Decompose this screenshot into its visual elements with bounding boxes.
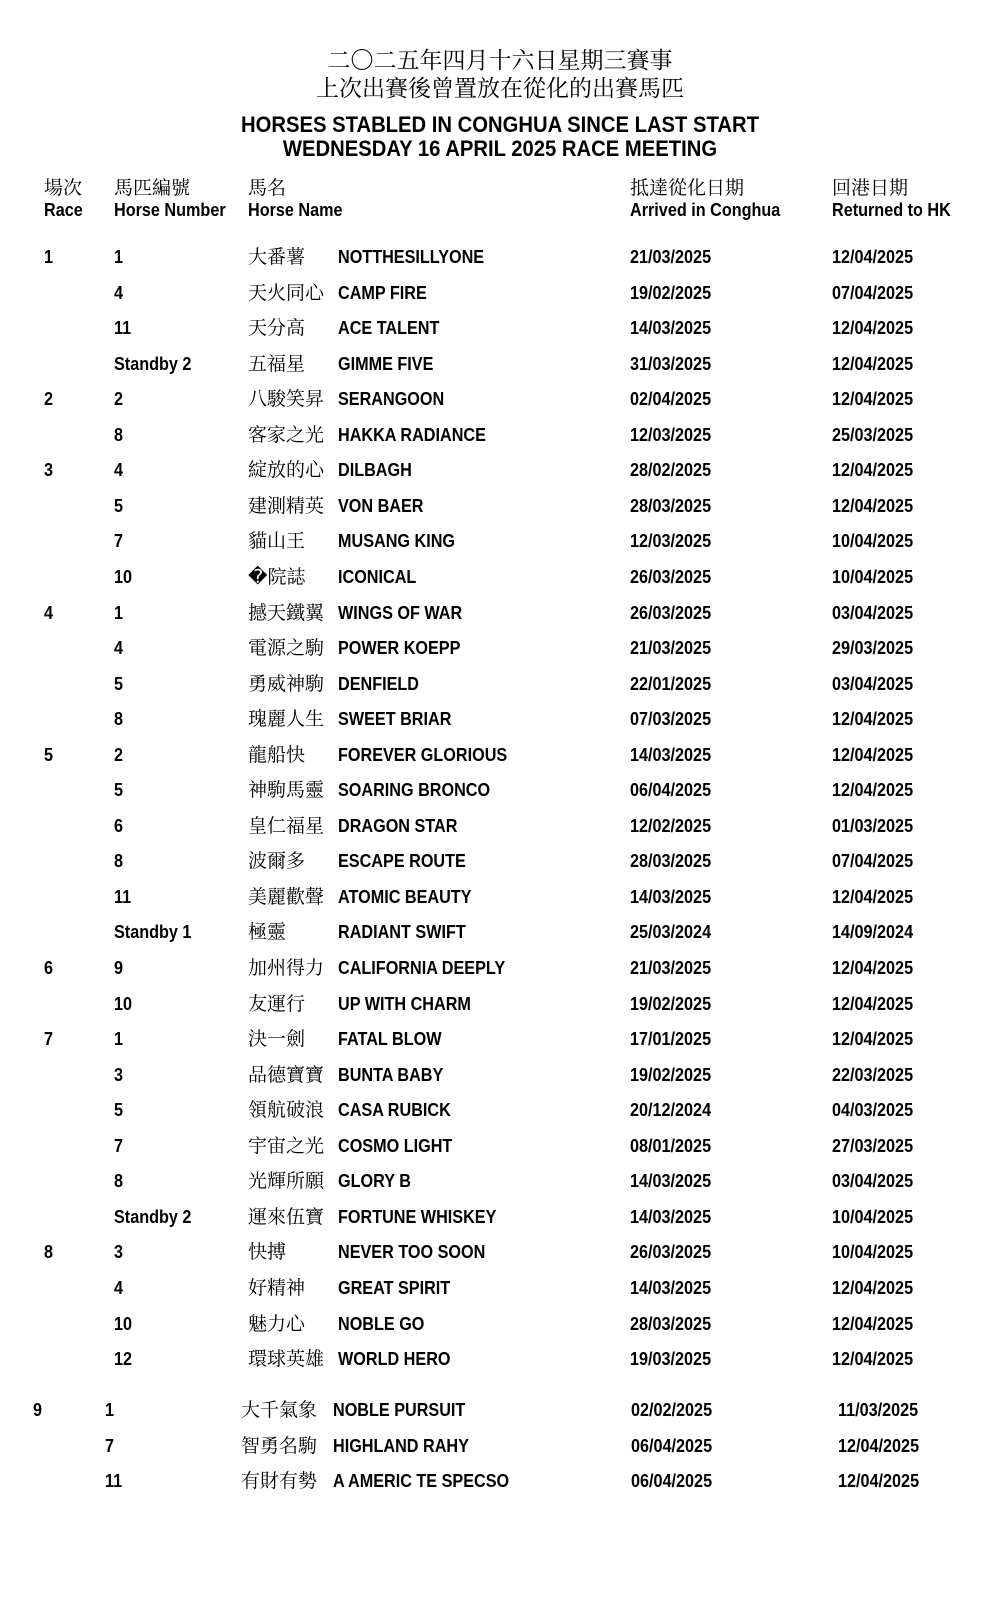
horse-name-en-cell: DENFIELD (338, 673, 419, 694)
race-cell: 3 (44, 460, 54, 481)
title-zh-line1: 二〇二五年四月十六日星期三賽事 (327, 48, 673, 74)
horse-name-zh-cell: 電源之駒 (248, 637, 325, 660)
header-race-zh: 場次 (44, 177, 83, 199)
horse-number-cell: 2 (114, 744, 124, 765)
horse-name-zh-cell: 加州得力 (248, 957, 325, 979)
returned-date-cell: 29/03/2025 (832, 638, 914, 659)
horse-number-cell: 5 (114, 780, 124, 801)
horse-name-zh-cell: �院誌 (248, 565, 306, 588)
horse-name-zh-cell: 領航破浪 (248, 1099, 325, 1122)
horse-name-en-cell: BUNTA BABY (338, 1064, 444, 1085)
returned-date-cell: 12/04/2025 (832, 744, 914, 765)
horse-number-cell: 5 (114, 495, 124, 516)
horse-name-en-cell: NOBLE GO (338, 1313, 425, 1334)
horse-name-en-cell: GREAT SPIRIT (338, 1277, 451, 1298)
horse-name-en-cell: CAMP FIRE (338, 282, 427, 303)
horse-name-en-cell: NEVER TOO SOON (338, 1242, 486, 1263)
horse-name-zh-cell: 龍船快 (248, 743, 306, 766)
returned-date-cell: 12/04/2025 (832, 318, 914, 339)
arrived-date-cell: 07/03/2025 (630, 709, 712, 730)
arrived-date-cell: 19/03/2025 (630, 1349, 712, 1370)
horse-name-zh-cell: 運來伍寶 (248, 1205, 325, 1228)
horse-number-cell: 1 (114, 247, 124, 267)
arrived-date-cell: 19/02/2025 (630, 1064, 712, 1085)
title-en-line1: HORSES STABLED IN CONGHUA SINCE LAST START (240, 112, 760, 137)
horse-number-cell: 8 (114, 709, 124, 730)
horse-name-en-cell: GLORY B (338, 1171, 411, 1192)
horse-number-cell: 4 (114, 282, 124, 303)
arrived-date-cell: 14/03/2025 (630, 318, 712, 339)
race-cell: 1 (44, 247, 54, 267)
horse-name-en-cell: ACE TALENT (338, 318, 440, 339)
horse-name-en-cell: WINGS OF WAR (338, 602, 463, 623)
horse-name-en-cell: ESCAPE ROUTE (338, 851, 466, 872)
horse-name-zh-cell: 魅力心 (248, 1312, 306, 1335)
returned-date-cell: 12/04/2025 (832, 958, 914, 978)
header-horse-name-en: Horse Name (248, 200, 343, 220)
arrived-date-cell: 19/02/2025 (630, 282, 712, 303)
horse-name-en-cell: FATAL BLOW (338, 1029, 442, 1050)
header-arrived (630, 177, 797, 221)
arrived-date-cell: 14/03/2025 (630, 1206, 712, 1227)
returned-date-cell: 12/04/2025 (832, 1277, 914, 1298)
returned-date-cell: 12/04/2025 (838, 1435, 920, 1456)
arrived-date-cell: 12/03/2025 (630, 424, 712, 445)
horse-name-en-cell: SERANGOON (338, 389, 445, 410)
horse-name-zh-cell: 光輝所願 (248, 1170, 325, 1193)
horse-number-cell: 1 (105, 1400, 115, 1420)
horse-number-cell: 9 (114, 958, 124, 978)
horse-number-cell: 10 (114, 1313, 133, 1334)
horse-name-zh-cell: 智勇名駒 (241, 1434, 318, 1457)
horse-number-cell: 1 (114, 1029, 124, 1050)
arrived-date-cell: 14/03/2025 (630, 1277, 712, 1298)
arrived-date-cell: 12/03/2025 (630, 531, 712, 552)
title-zh-line2: 上次出賽後曾置放在從化的出賽馬匹 (316, 76, 684, 102)
returned-date-cell: 01/03/2025 (832, 815, 914, 836)
horse-number-cell: 2 (114, 389, 124, 410)
returned-date-cell: 07/04/2025 (832, 282, 914, 303)
arrived-date-cell: 28/02/2025 (630, 460, 712, 481)
horse-number-cell: 5 (114, 1100, 124, 1121)
returned-date-cell: 27/03/2025 (832, 1135, 914, 1156)
horse-name-zh-cell: 瑰麗人生 (248, 708, 325, 731)
horse-number-cell: 11 (114, 318, 132, 339)
horse-name-en-cell: A AMERIC TE SPECSO (333, 1471, 510, 1491)
arrived-date-cell: 26/03/2025 (630, 602, 712, 623)
header-horse-number-zh: 馬匹編號 (114, 177, 191, 199)
horse-name-zh-cell: 大千氣象 (241, 1399, 318, 1421)
horse-name-zh-cell: 宇宙之光 (248, 1134, 325, 1157)
horse-number-cell: 7 (105, 1435, 115, 1456)
returned-date-cell: 12/04/2025 (832, 886, 914, 907)
race-cell: 6 (44, 958, 54, 978)
arrived-date-cell: 20/12/2024 (630, 1100, 712, 1121)
horse-number-cell: 5 (114, 673, 124, 694)
arrived-date-cell: 28/03/2025 (630, 495, 712, 516)
race-cell: 9 (33, 1400, 43, 1420)
horse-name-en-cell: UP WITH CHARM (338, 993, 471, 1014)
horse-number-cell: 1 (114, 602, 124, 623)
returned-date-cell: 12/04/2025 (832, 389, 914, 410)
horse-name-en-cell: ICONICAL (338, 566, 417, 587)
horse-name-en-cell: SOARING BRONCO (338, 780, 491, 801)
returned-date-cell: 14/09/2024 (832, 922, 914, 943)
returned-date-cell: 22/03/2025 (832, 1064, 914, 1085)
arrived-date-cell: 14/03/2025 (630, 886, 712, 907)
horse-name-en-cell: CASA RUBICK (338, 1100, 451, 1121)
header-race (44, 177, 87, 221)
horse-number-cell: 12 (114, 1349, 133, 1370)
horse-name-en-cell: WORLD HERO (338, 1349, 451, 1370)
returned-date-cell: 12/04/2025 (832, 780, 914, 801)
horse-number-cell: 11 (114, 886, 132, 907)
horse-name-en-cell: HAKKA RADIANCE (338, 424, 486, 445)
race-cell: 5 (44, 744, 54, 765)
returned-date-cell: 12/04/2025 (832, 460, 914, 481)
horse-name-zh-cell: 天火同心 (248, 281, 325, 304)
horse-name-zh-cell: 極靈 (248, 921, 287, 944)
horse-number-cell: 7 (114, 531, 124, 552)
header-horse-name (248, 177, 353, 221)
horse-name-en-cell: VON BAER (338, 495, 424, 516)
returned-date-cell: 12/04/2025 (838, 1471, 920, 1491)
returned-date-cell: 12/04/2025 (832, 353, 914, 374)
horse-number-cell: 11 (105, 1471, 123, 1491)
returned-date-cell: 03/04/2025 (832, 1171, 914, 1192)
horse-name-zh-cell: 撼天鐵翼 (248, 601, 325, 624)
arrived-date-cell: 06/04/2025 (631, 1435, 713, 1456)
horse-number-cell: 3 (114, 1064, 124, 1085)
arrived-date-cell: 14/03/2025 (630, 1171, 712, 1192)
returned-date-cell: 12/04/2025 (832, 1349, 914, 1370)
arrived-date-cell: 22/01/2025 (630, 673, 712, 694)
arrived-date-cell: 21/03/2025 (630, 958, 712, 978)
horse-name-zh-cell: 勇威神駒 (248, 672, 325, 695)
horse-name-zh-cell: 決一劍 (248, 1028, 306, 1051)
returned-date-cell: 03/04/2025 (832, 673, 914, 694)
horse-number-cell: 6 (114, 815, 124, 836)
returned-date-cell: 03/04/2025 (832, 602, 914, 623)
horse-number-cell: 8 (114, 851, 124, 872)
returned-date-cell: 04/03/2025 (832, 1100, 914, 1121)
arrived-date-cell: 12/02/2025 (630, 815, 712, 836)
horse-name-zh-cell: 八駿笑昇 (248, 388, 325, 411)
race-cell: 7 (44, 1029, 54, 1050)
returned-date-cell: 12/04/2025 (832, 1313, 914, 1334)
returned-date-cell: 12/04/2025 (832, 495, 914, 516)
horse-name-zh-cell: 貓山王 (248, 530, 306, 553)
horse-name-zh-cell: 天分高 (248, 317, 306, 340)
arrived-date-cell: 31/03/2025 (630, 353, 712, 374)
arrived-date-cell: 02/02/2025 (631, 1400, 713, 1420)
header-arrived-zh: 抵達從化日期 (630, 177, 745, 199)
horse-name-en-cell: NOTTHESILLYONE (338, 247, 485, 267)
horse-name-zh-cell: 有財有勢 (241, 1470, 318, 1492)
returned-date-cell: 10/04/2025 (832, 1206, 914, 1227)
arrived-date-cell: 06/04/2025 (631, 1471, 713, 1491)
horse-name-zh-cell: 好精神 (248, 1276, 306, 1299)
header-returned-en: Returned to HK (832, 200, 951, 220)
horse-name-zh-cell: 快搏 (248, 1241, 287, 1264)
arrived-date-cell: 25/03/2024 (630, 922, 712, 943)
arrived-date-cell: 02/04/2025 (630, 389, 712, 410)
horse-name-en-cell: MUSANG KING (338, 531, 455, 552)
horse-name-en-cell: NOBLE PURSUIT (333, 1400, 466, 1420)
horse-number-cell: 4 (114, 460, 124, 481)
horse-name-en-cell: COSMO LIGHT (338, 1135, 453, 1156)
header-arrived-en: Arrived in Conghua (630, 200, 781, 220)
horse-number-cell: 8 (114, 424, 124, 445)
header-horse-name-zh: 馬名 (248, 177, 287, 199)
returned-date-cell: 10/04/2025 (832, 566, 914, 587)
arrived-date-cell: 28/03/2025 (630, 1313, 712, 1334)
returned-date-cell: 12/04/2025 (832, 1029, 914, 1050)
returned-date-cell: 25/03/2025 (832, 424, 914, 445)
header-horse-number-en: Horse Number (114, 200, 226, 220)
horse-name-en-cell: FORTUNE WHISKEY (338, 1206, 497, 1227)
horse-name-en-cell: RADIANT SWIFT (338, 922, 466, 943)
header-horse-number (114, 177, 238, 221)
horse-name-zh-cell: 美麗歡聲 (248, 885, 325, 908)
title-en-line2: WEDNESDAY 16 APRIL 2025 RACE MEETING (282, 136, 718, 161)
race-cell: 2 (44, 389, 54, 410)
horse-name-en-cell: DILBAGH (338, 460, 412, 481)
returned-date-cell: 10/04/2025 (832, 1242, 914, 1263)
horse-number-cell: 10 (114, 566, 133, 587)
header-returned (832, 177, 964, 221)
race-cell: 8 (44, 1242, 54, 1263)
header-race-en: Race (44, 200, 83, 220)
arrived-date-cell: 28/03/2025 (630, 851, 712, 872)
horse-name-zh-cell: 皇仁福星 (248, 814, 325, 837)
horse-number-cell: Standby 1 (114, 922, 192, 943)
arrived-date-cell: 21/03/2025 (630, 247, 712, 267)
horse-name-zh-cell: 大番薯 (248, 246, 306, 268)
horse-name-zh-cell: 友運行 (248, 992, 306, 1015)
arrived-date-cell: 06/04/2025 (630, 780, 712, 801)
returned-date-cell: 07/04/2025 (832, 851, 914, 872)
returned-date-cell: 12/04/2025 (832, 247, 914, 267)
horse-number-cell: Standby 2 (114, 1206, 192, 1227)
arrived-date-cell: 26/03/2025 (630, 566, 712, 587)
horse-name-en-cell: ATOMIC BEAUTY (338, 886, 472, 907)
horse-name-zh-cell: 環球英雄 (248, 1348, 325, 1371)
returned-date-cell: 11/03/2025 (838, 1400, 919, 1420)
arrived-date-cell: 17/01/2025 (630, 1029, 712, 1050)
returned-date-cell: 10/04/2025 (832, 531, 914, 552)
horse-name-zh-cell: 建測精英 (248, 494, 325, 517)
horse-name-en-cell: HIGHLAND RAHY (333, 1435, 469, 1456)
horse-name-zh-cell: 神駒馬靈 (248, 779, 325, 802)
returned-date-cell: 12/04/2025 (832, 993, 914, 1014)
horse-name-en-cell: CALIFORNIA DEEPLY (338, 958, 506, 978)
horse-name-en-cell: GIMME FIVE (338, 353, 434, 374)
horse-name-zh-cell: 綻放的心 (248, 459, 325, 482)
horse-name-zh-cell: 客家之光 (248, 423, 325, 446)
returned-date-cell: 12/04/2025 (832, 709, 914, 730)
arrived-date-cell: 08/01/2025 (630, 1135, 712, 1156)
race-cell: 4 (44, 602, 54, 623)
header-returned-zh: 回港日期 (832, 177, 909, 199)
horse-number-cell: 10 (114, 993, 133, 1014)
horse-name-zh-cell: 品德寶寶 (248, 1063, 325, 1086)
horse-number-cell: 4 (114, 638, 124, 659)
horse-number-cell: 4 (114, 1277, 124, 1298)
arrived-date-cell: 21/03/2025 (630, 638, 712, 659)
horse-name-en-cell: POWER KOEPP (338, 638, 461, 659)
horse-number-cell: 7 (114, 1135, 124, 1156)
horse-name-zh-cell: 五福星 (248, 352, 306, 375)
arrived-date-cell: 14/03/2025 (630, 744, 712, 765)
horse-number-cell: Standby 2 (114, 353, 192, 374)
horse-name-en-cell: DRAGON STAR (338, 815, 458, 836)
horse-name-en-cell: SWEET BRIAR (338, 709, 452, 730)
horse-number-cell: 8 (114, 1171, 124, 1192)
arrived-date-cell: 26/03/2025 (630, 1242, 712, 1263)
horse-name-zh-cell: 波爾多 (248, 850, 306, 873)
arrived-date-cell: 19/02/2025 (630, 993, 712, 1014)
horse-name-en-cell: FOREVER GLORIOUS (338, 744, 508, 765)
horse-number-cell: 3 (114, 1242, 124, 1263)
